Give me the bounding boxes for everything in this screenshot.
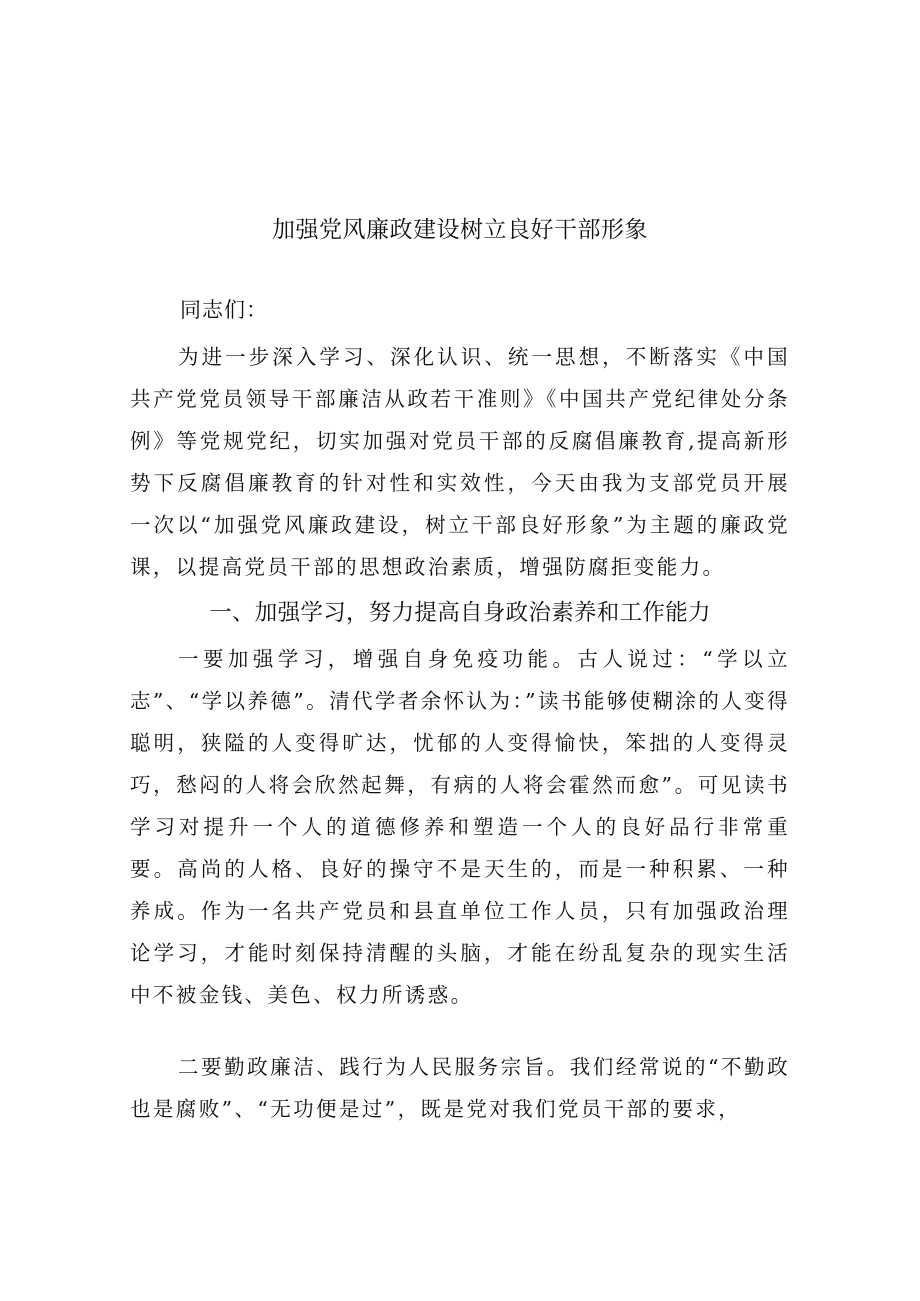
paragraph-intro: 为进一步深入学习、深化认识、统一思想，不断落实《中国共产党党员领导干部廉洁从政若干准则》《中国共产党纪律处分条例》等党规党纪，切实加强对党员干部的反腐倡廉教育,提高新形势下反腐倡廉教育的针对性和实效性，今天由我为支部党员开展一次以“加强党风廉政建设，树立干部良好形象”为主题的廉政党课，以提高党员干部的思想政治素质，增强防腐拒变能力。 (130, 345, 790, 579)
section-heading-1: 一、加强学习，努力提高自身政治素养和工作能力 (209, 600, 711, 626)
greeting: 同志们： (180, 298, 268, 322)
paragraph-study: 一要加强学习，增强自身免疫功能。古人说过：“学以立志”、“学以养德”。清代学者余怀认为：”读书能够使糊涂的人变得聪明，狭隘的人变得旷达，忧郁的人变得愉快，笨拙的人变得灵巧，愁闷的人将会欣然起舞，有病的人将会霍然而愈”。可见读书学习对提升一个人的道德修养和塑造一个人的良好品行非常重要。高尚的人格、良好的操守不是天生的，而是一种积累、一种养成。作为一名共产党员和县直单位工作人员，只有加强政治理论学习，才能时刻保持清醒的头脑，才能在纷乱复杂的现实生活中不被金钱、美色、权力所诱惑。 (130, 647, 790, 1007)
paragraph-diligence: 二要勤政廉洁、践行为人民服务宗旨。我们经常说的“不勤政也是腐败”、“无功便是过”，既是党对我们党员干部的要求， (130, 1055, 790, 1121)
document-title: 加强党风廉政建设树立良好干部形象 (272, 217, 648, 243)
